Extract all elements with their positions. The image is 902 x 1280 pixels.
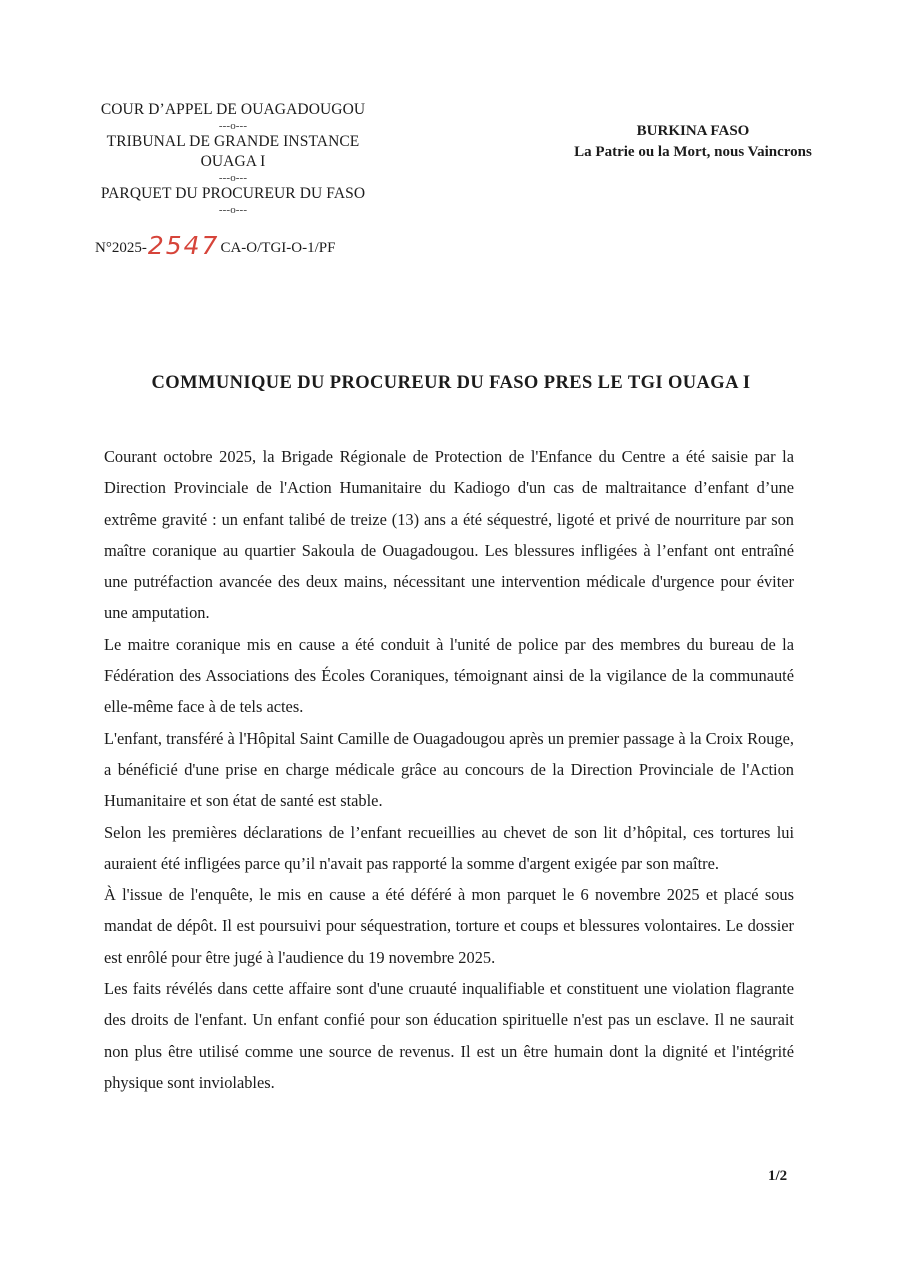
national-motto: La Patrie ou la Mort, nous Vaincrons	[574, 144, 812, 160]
handwritten-reference-number: 2547	[147, 231, 220, 260]
court-name: COUR D’APPEL DE OUAGADOUGOU	[100, 101, 366, 118]
reference-number-line	[95, 229, 335, 258]
document-body	[104, 441, 794, 1098]
tribunal-name-line2: OUAGA I	[200, 153, 266, 170]
body-paragraph: L'enfant, transféré à l'Hôpital Saint Camille de Ouagadougou après un premier passage à la Croix Rouge, a bénéficié d'une prise en charge médicale grâce au concours de la Direction Provinciale de l'Action Humanitaire et son état de santé est stable.	[104, 728, 794, 811]
parquet-name: PARQUET DU PROCUREUR DU FASO	[100, 185, 366, 202]
body-paragraph: Courant octobre 2025, la Brigade Régionale de Protection de l'Enfance du Centre a été saisie par la Direction Provinciale de l'Action Humanitaire du Kadiogo d'un cas de maltraitance d’enfant d’une extrême gravité : un enfant talibé de treize (13) ans a été séquestré, ligoté et privé de nourriture par son maître coranique au quartier Sakoula de Ouagadougou. Les blessures infligées à l’enfant ont entraîné une putréfaction avancée des deux mains, nécessitant une intervention médicale d'urgence pour éviter une amputation.	[104, 447, 794, 623]
separator: ---o---	[218, 204, 248, 216]
body-paragraph: Selon les premières déclarations de l’enfant recueillies au chevet de son lit d’hôpital, ces tortures lui auraient été infligées parce qu’il n'avait pas rapporté la somme d'argent exigée par son maître.	[104, 822, 794, 873]
separator: ---o---	[218, 172, 248, 184]
issuing-authority-block	[54, 100, 412, 216]
country-name: BURKINA FASO	[636, 123, 750, 139]
reference-suffix: CA-O/TGI-O-1/PF	[220, 240, 336, 256]
body-paragraph: À l'issue de l'enquête, le mis en cause a été déféré à mon parquet le 6 novembre 2025 et placé sous mandat de dépôt. Il est poursuivi pour séquestration, torture et coups et blessures volontaires. Le dossier est enrôlé pour être jugé à l'audience du 19 novembre 2025.	[104, 885, 794, 967]
page-number: 1/2	[768, 1168, 788, 1184]
separator: ---o---	[218, 120, 248, 132]
reference-prefix: N°2025-	[95, 240, 147, 256]
document-title: COMMUNIQUE DU PROCUREUR DU FASO PRES LE TGI OUAGA I	[151, 373, 751, 393]
body-paragraph: Le maitre coranique mis en cause a été conduit à l'unité de police par des membres du bureau de la Fédération des Associations des Écoles Coraniques, témoignant ainsi de la vigilance de la communauté elle-même face à de tels actes.	[104, 634, 794, 717]
tribunal-name-line1: TRIBUNAL DE GRANDE INSTANCE	[106, 133, 360, 150]
body-paragraph: Les faits révélés dans cette affaire sont d'une cruauté inqualifiable et constituent une violation flagrante des droits de l'enfant. Un enfant confié pour son éducation spirituelle n'est pas un esclave. Il ne saurait non plus être utilisé comme une source de revenus. Il est un être humain dont la dignité et l'intégrité physique sont inviolables.	[104, 979, 794, 1092]
country-block	[548, 121, 838, 163]
